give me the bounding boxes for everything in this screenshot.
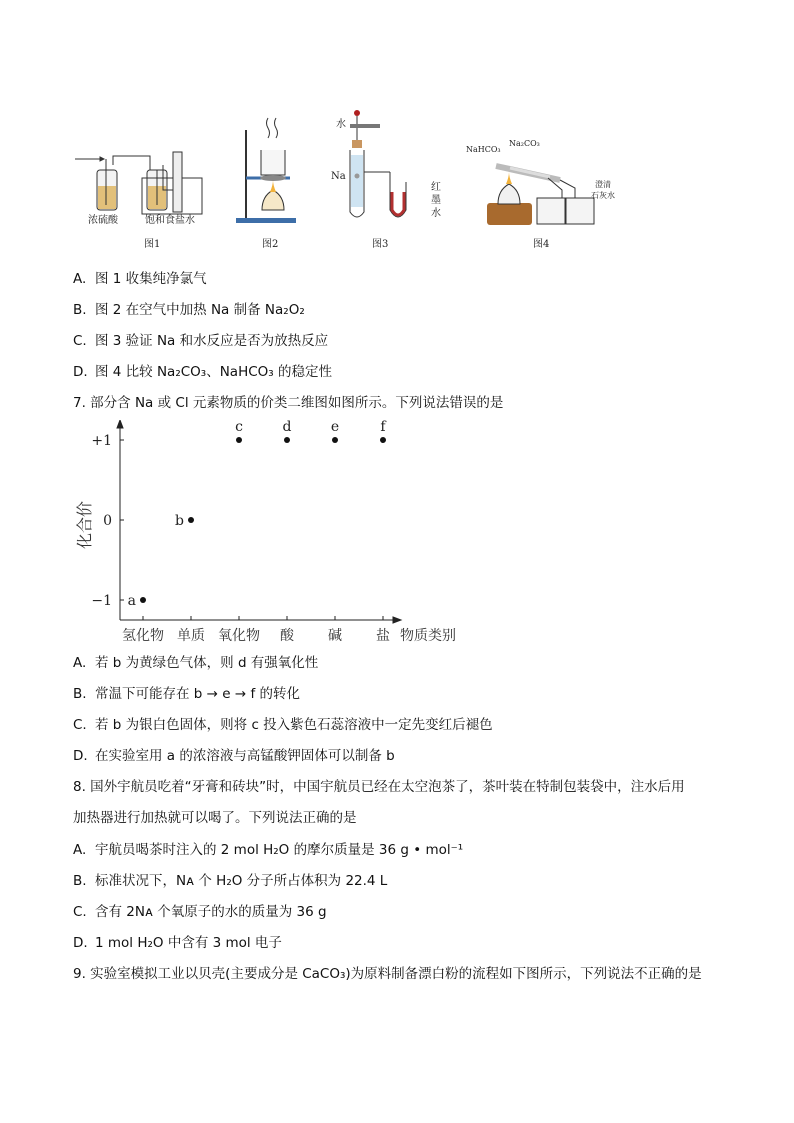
point-d [284, 437, 290, 443]
q7-option-a: A. 若 b 为黄绿色气体，则 d 有强氧化性 [73, 655, 319, 671]
q6-option-b: B. 图 2 在空气中加热 Na 制备 Na₂O₂ [73, 302, 305, 318]
fig3-test-tube-apparatus [331, 110, 441, 250]
fig3-label-ink-2: 墨 [431, 195, 441, 206]
fig4-label-limewater-1: 澄清 [595, 180, 611, 189]
x-axis-label: 物质类别 [400, 628, 456, 644]
fig3-label-water: 水 [336, 119, 346, 130]
fig3-label-na: Na [331, 171, 346, 182]
point-a [140, 597, 146, 603]
x-tick-label: 氢化物 [122, 628, 164, 644]
q6-option-a: A. 图 1 收集纯净氯气 [73, 271, 207, 287]
point-label-a: a [127, 593, 136, 609]
q8-stem-line1: 8. 国外宇航员吃着“牙膏和砖块”时，中国宇航员已经在太空泡茶了，茶叶装在特制包装袋中，注水后用 [73, 779, 685, 795]
point-label-f: f [380, 420, 386, 435]
x-tick-label: 酸 [280, 628, 294, 644]
y-tick-label: 0 [103, 513, 112, 529]
q7-option-c: C. 若 b 为银白色固体，则将 c 投入紫色石蕊溶液中一定先变红后褪色 [73, 717, 493, 733]
y-tick-label: −1 [91, 593, 112, 609]
q7-option-d: D. 在实验室用 a 的浓溶液与高锰酸钾固体可以制备 b [73, 748, 395, 764]
point-e [332, 437, 338, 443]
fig4-thermal-stability-apparatus [466, 139, 615, 250]
x-tick-label: 碱 [328, 628, 342, 644]
y-axis-label: 化合价 [75, 500, 94, 550]
point-b [188, 517, 194, 523]
q9-stem: 9. 实验室模拟工业以贝壳(主要成分是 CaCO₃)为原料制备漂白粉的流程如下图所示，下列说法不正确的是 [73, 966, 702, 982]
fig1-caption: 图1 [144, 239, 161, 250]
q8-option-d: D. 1 mol H₂O 中含有 3 mol 电子 [73, 935, 282, 951]
point-label-b: b [175, 513, 184, 529]
point-label-e: e [330, 420, 340, 435]
fig1-gas-wash-apparatus [75, 152, 202, 250]
q8-option-a: A. 宇航员喝茶时注入的 2 mol H₂O 的摩尔质量是 36 g • mol⁻¹ [73, 842, 464, 858]
fig4-caption: 图4 [533, 239, 550, 250]
fig3-caption: 图3 [372, 239, 389, 250]
point-label-c: c [235, 420, 243, 435]
q8-option-b: B. 标准状况下，Nᴀ 个 H₂O 分子所占体积为 22.4 L [73, 873, 388, 889]
valence-class-chart [70, 420, 470, 650]
x-tick-label: 单质 [177, 628, 205, 644]
fig1-label-right: 饱和食盐水 [145, 215, 195, 226]
q8-option-c: C. 含有 2Nᴀ 个氧原子的水的质量为 36 g [73, 904, 327, 920]
q8-stem-line2: 加热器进行加热就可以喝了。下列说法正确的是 [73, 810, 357, 826]
point-f [380, 437, 386, 443]
fig1-label-left: 浓硫酸 [88, 215, 118, 226]
fig4-label-na2co3: Na₂CO₃ [509, 139, 540, 148]
q7-stem: 7. 部分含 Na 或 Cl 元素物质的价类二维图如图所示。下列说法错误的是 [73, 395, 504, 411]
fig4-label-nahco3: NaHCO₃ [466, 145, 501, 154]
q6-option-d: D. 图 4 比较 Na₂CO₃、NaHCO₃ 的稳定性 [73, 364, 332, 380]
q6-option-c: C. 图 3 验证 Na 和水反应是否为放热反应 [73, 333, 329, 349]
x-tick-label: 氧化物 [218, 628, 260, 644]
q7-option-b: B. 常温下可能存在 b → e → f 的转化 [73, 686, 300, 702]
fig3-label-ink-1: 红 [431, 182, 441, 193]
fig2-caption: 图2 [262, 239, 279, 250]
point-label-d: d [282, 420, 292, 435]
fig4-label-limewater-2: 石灰水 [591, 191, 615, 200]
point-c [236, 437, 242, 443]
y-tick-label: +1 [91, 433, 112, 449]
fig3-label-ink-3: 水 [431, 208, 441, 219]
fig2-heating-apparatus [236, 118, 296, 250]
x-tick-label: 盐 [376, 628, 390, 644]
